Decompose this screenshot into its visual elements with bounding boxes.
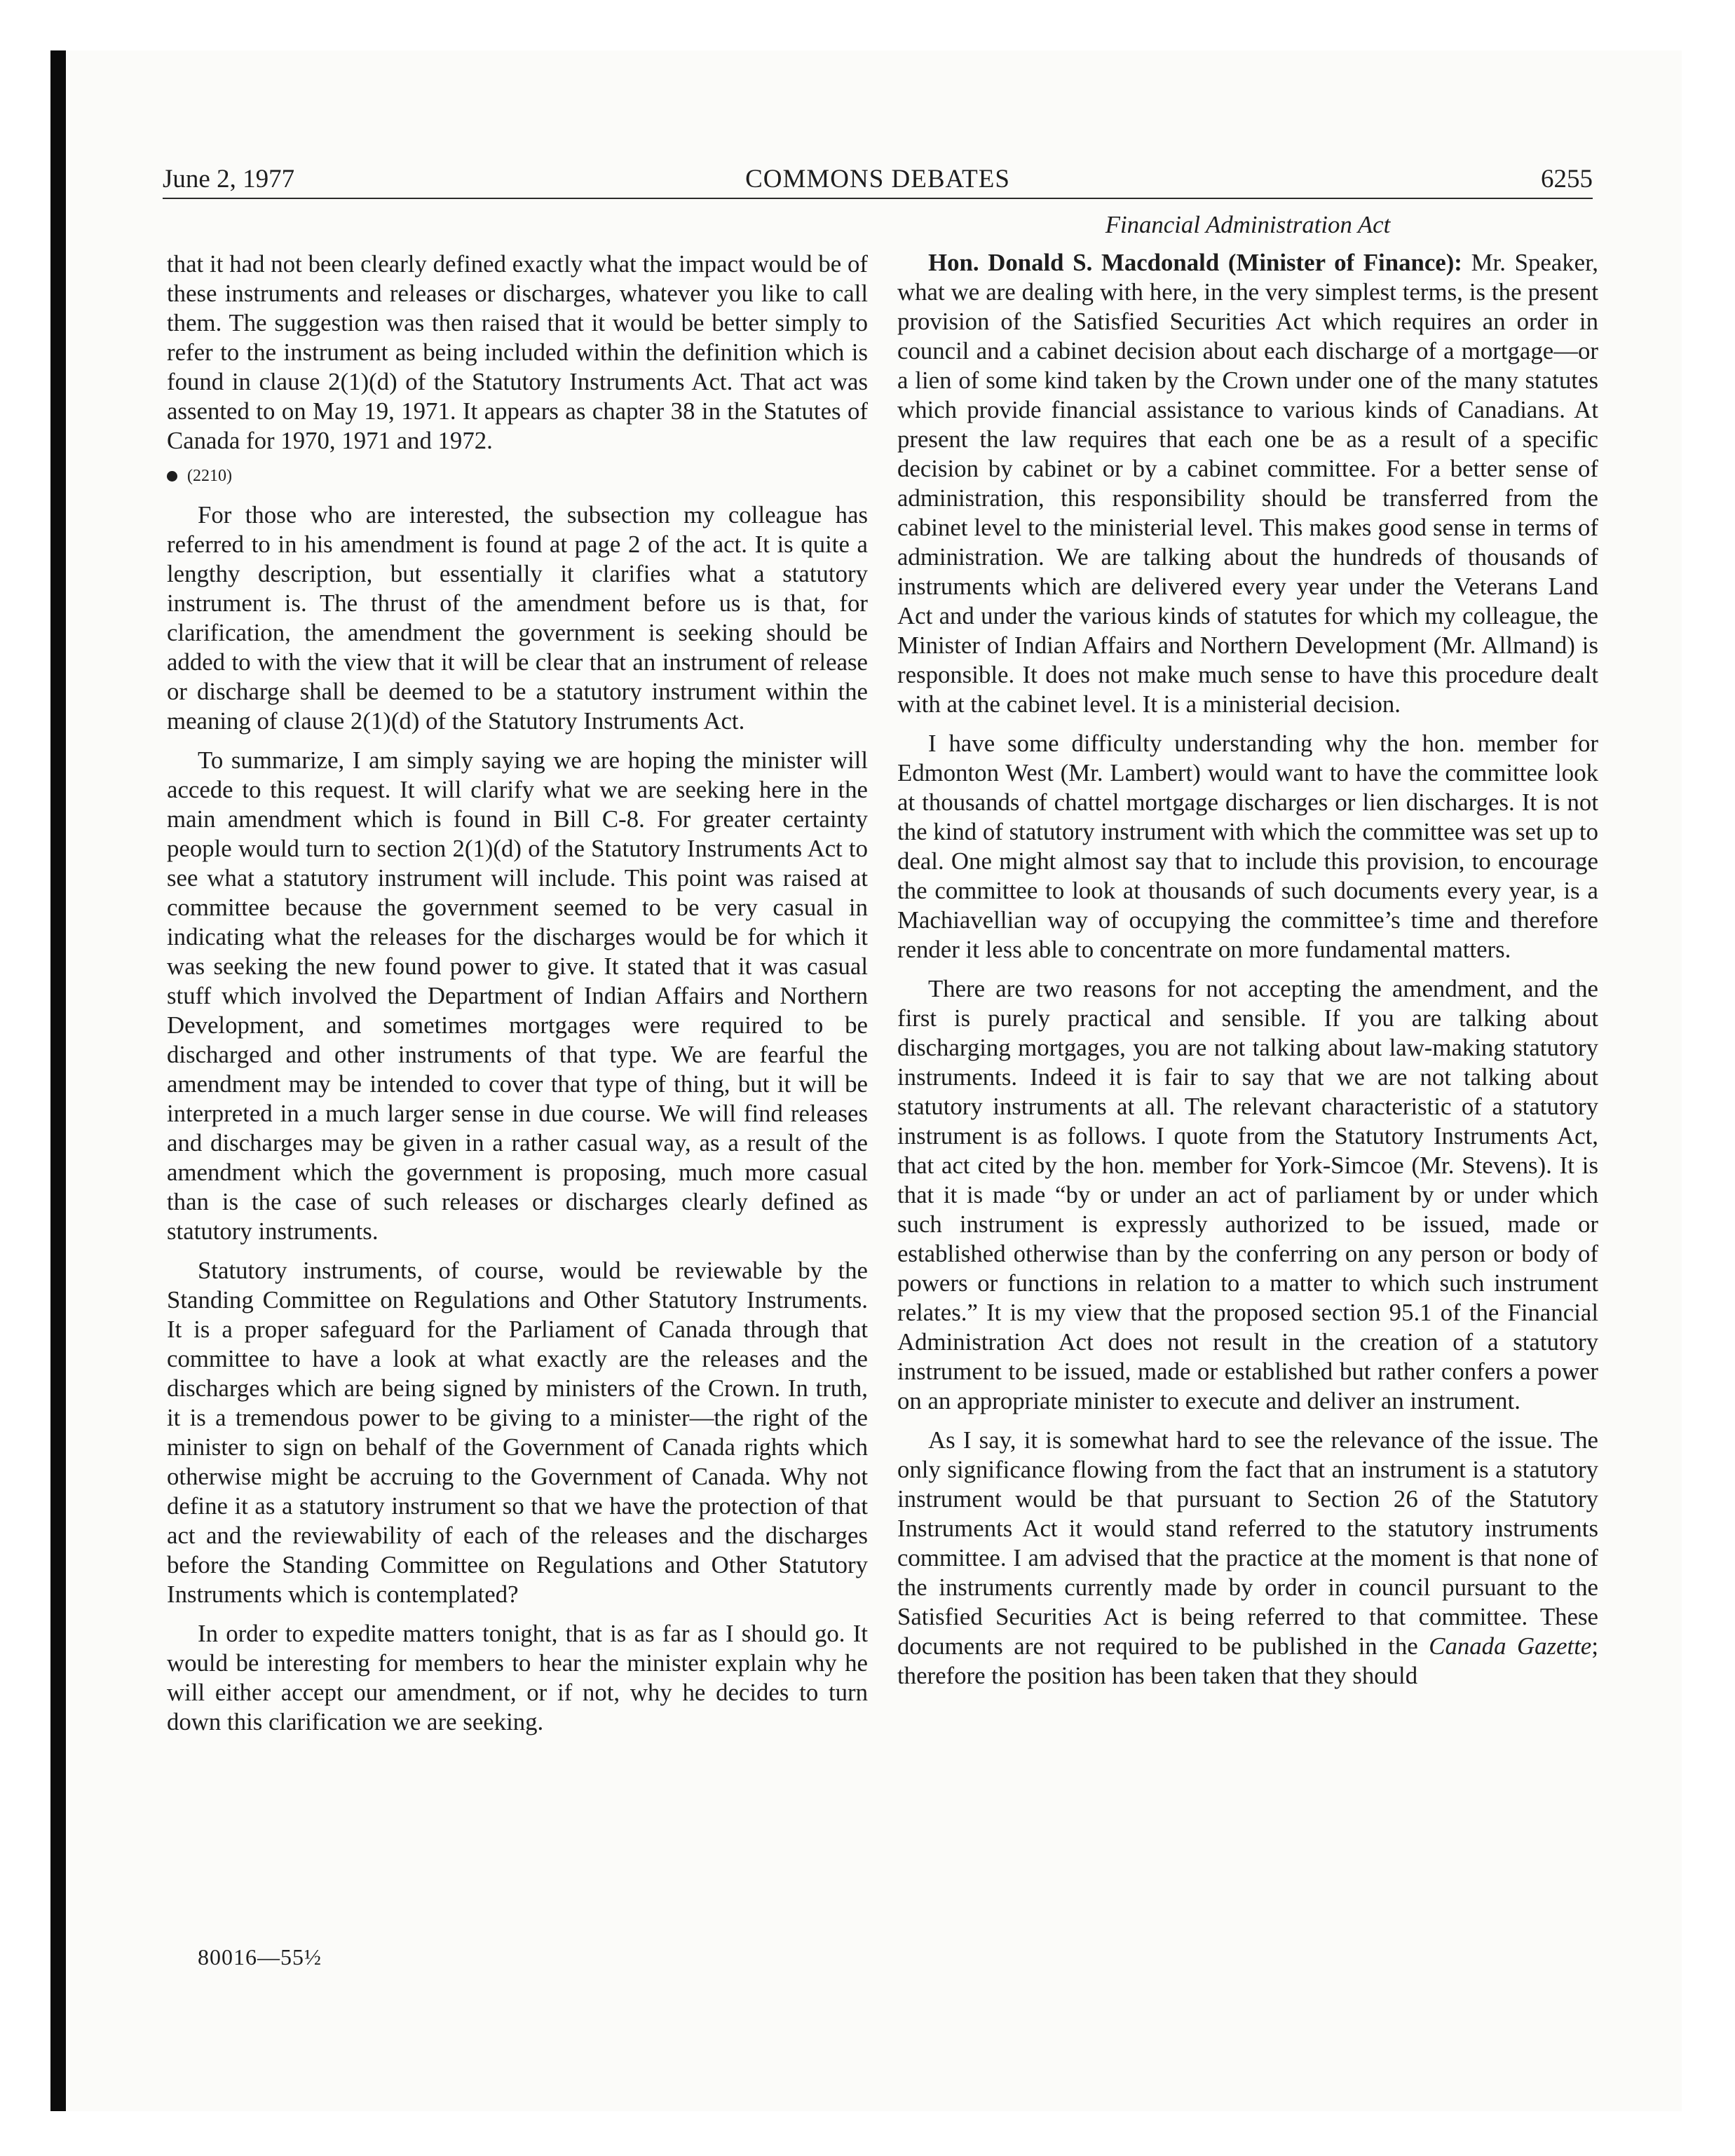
running-header (163, 163, 1593, 196)
left-paragraph-3: To summarize, I am simply saying we are hoping the minister will accede to this request. It will clarify what we are seeking here in the main amendment which is found in Bill C-8. For greater certainty people would turn to section 2(1)(d) of the Statutory Instruments Act to see what a statutory instrument will include. This point was raised at committee because the government seemed to be very casual in indicating what the releases for the discharges would be for which it was seeking the new found power to give. It stated that it was casual stuff which involved the Department of Indian Affairs and Northern Development, and sometimes mortgages were required to be discharged and other instruments of that type. We are fearful the amendment may be intended to cover that type of thing, but it will be interpreted in a much larger sense in due course. We will find releases and discharges may be given in a rather casual way, as a result of the amendment which the government is proposing, much more casual than is the case of such releases or discharges clearly defined as statutory instruments. (167, 746, 868, 1245)
section-heading: Financial Administration Act (1105, 211, 1391, 238)
left-paragraph-5: In order to expedite matters tonight, that is as far as I should go. It would be interesting for members to hear the minister explain why he will either accept our amendment, or if not, why he decides to turn down this clarification we are seeking. (167, 1620, 868, 1735)
right-column (897, 210, 1598, 1700)
left-paragraph-2: For those who are interested, the subsection my colleague has referred to in his amendment is found at page 2 of the act. It is quite a lengthy description, but essentially it clarifies what a statutory instrument is. The thrust of the amendment before us is that, for clarification, the amendment the government is seeking should be added to with the view that it will be clear that an instrument of release or discharge shall be deemed to be a statutory instrument within the meaning of clause 2(1)(d) of the Statutory Instruments Act. (167, 501, 868, 735)
timestamp-text: (2210) (187, 467, 232, 485)
footer-code: 80016—55½ (198, 1944, 322, 1970)
right-paragraph-1 (897, 248, 1598, 719)
right-paragraph-4-text: As I say, it is somewhat hard to see the relevance of the issue. The only significance flowing from the fact that an instrument is a statutory instrument would be that pursuant to Section 26 of the Statutory Instruments Act it would stand referred to the statutory instruments committee. I am advised that the practice at the moment is that none of the instruments currently made by order in council pursuant to the Satisfied Securities Act is being referred to that committee. These documents are not required to be published in the (897, 1426, 1598, 1660)
timestamp-marker (167, 465, 868, 486)
scan-border (50, 50, 66, 2111)
right-paragraph-3: There are two reasons for not accepting the amendment, and the first is purely practical and sensible. If you are talking about discharging mortgages, you are not talking about law-making statutory instruments. Indeed it is fair to say that we are not talking about statutory instruments at all. The relevant characteristic of a statutory instrument is as follows. I quote from the Statutory Instruments Act, that act cited by the hon. member for York-Simcoe (Mr. Stevens). It is that it is made “by or under an act of parliament by or under which such instrument is expressly authorized to be issued, made or established otherwise than by the conferring on any person or body of powers or functions in relation to a matter to which such instrument relates.” It is my view that the proposed section 95.1 of the Financial Administration Act does not result in the creation of a statutory instrument to be issued, made or established but rather confers a power on an appropriate minister to execute and deliver an instrument. (897, 975, 1598, 1414)
header-page-number: 6255 (1541, 165, 1593, 193)
right-paragraph-2: I have some difficulty understanding why the hon. member for Edmonton West (Mr. Lambert) would want to have the committee look at thousands of chattel mortgage discharges or lien discharges. It is not the kind of statutory instrument with which the committee was set up to deal. One might almost say that to include this provision, to encourage the committee to look at thousands of such documents every year, is a Machiavellian way of occupying the committee’s time and therefore render it less able to concentrate on more fundamental matters. (897, 730, 1598, 963)
bullet-icon (167, 471, 177, 482)
right-paragraph-1-text: Mr. Speaker, what we are dealing with here, in the very simplest terms, is the present provision of the Satisfied Securities Act which requires an order in council and a cabinet decision about each discharge of a mortgage—or a lien of some kind taken by the Crown under one of the many statutes which provide financial assistance to various kinds of Canadians. At present the law requires that each one be as a result of a specific decision by cabinet or by a cabinet committee. For a better sense of administration, this responsibility should be transferred from the cabinet level to the ministerial level. This makes good sense in terms of administration. We are talking about the hundreds of thousands of instruments which are delivered every year under the Veterans Land Act and under the various kinds of statutes for which my colleague, the Minister of Indian Affairs and Northern Development (Mr. Allmand) is responsible. It does not make much sense to have this procedure dealt with at the cabinet level. It is a ministerial decision. (897, 249, 1598, 718)
left-column (167, 250, 868, 1747)
header-date: June 2, 1977 (163, 165, 295, 193)
left-paragraph-4: Statutory instruments, of course, would be reviewable by the Standing Committee on Regulations and Other Statutory Instruments. It is a proper safeguard for the Parliament of Canada through that committee to have a look at what exactly are the releases and the discharges which are being signed by ministers of the Crown. In truth, it is a tremendous power to be giving to a minister—the right of the minister to sign on behalf of the Government of Canada rights which otherwise might be accruing to the Government of Canada. Why not define it as a statutory instrument so that we have the protection of that act and the reviewability of each of the releases and the discharges before the Standing Committee on Regulations and Other Statutory Instruments which is contemplated? (167, 1257, 868, 1608)
speaker-name: Hon. Donald S. Macdonald (Minister of Finance): (928, 249, 1462, 276)
right-paragraph-4-end: ; therefore the position has been taken that they should (897, 1632, 1598, 1689)
right-paragraph-4 (897, 1426, 1598, 1691)
header-rule (163, 198, 1593, 199)
left-paragraph-1: that it had not been clearly defined exactly what the impact would be of these instruments and releases or discharges, whatever you like to call them. The suggestion was then raised that it would be better simply to refer to the instrument as being included within the definition which is found in clause 2(1)(d) of the Statutory Instruments Act. That act was assented to on May 19, 1971. It appears as chapter 38 in the Statutes of Canada for 1970, 1971 and 1972. (167, 250, 868, 454)
header-title: COMMONS DEBATES (745, 165, 1010, 193)
publication-name: Canada Gazette (1429, 1632, 1592, 1660)
